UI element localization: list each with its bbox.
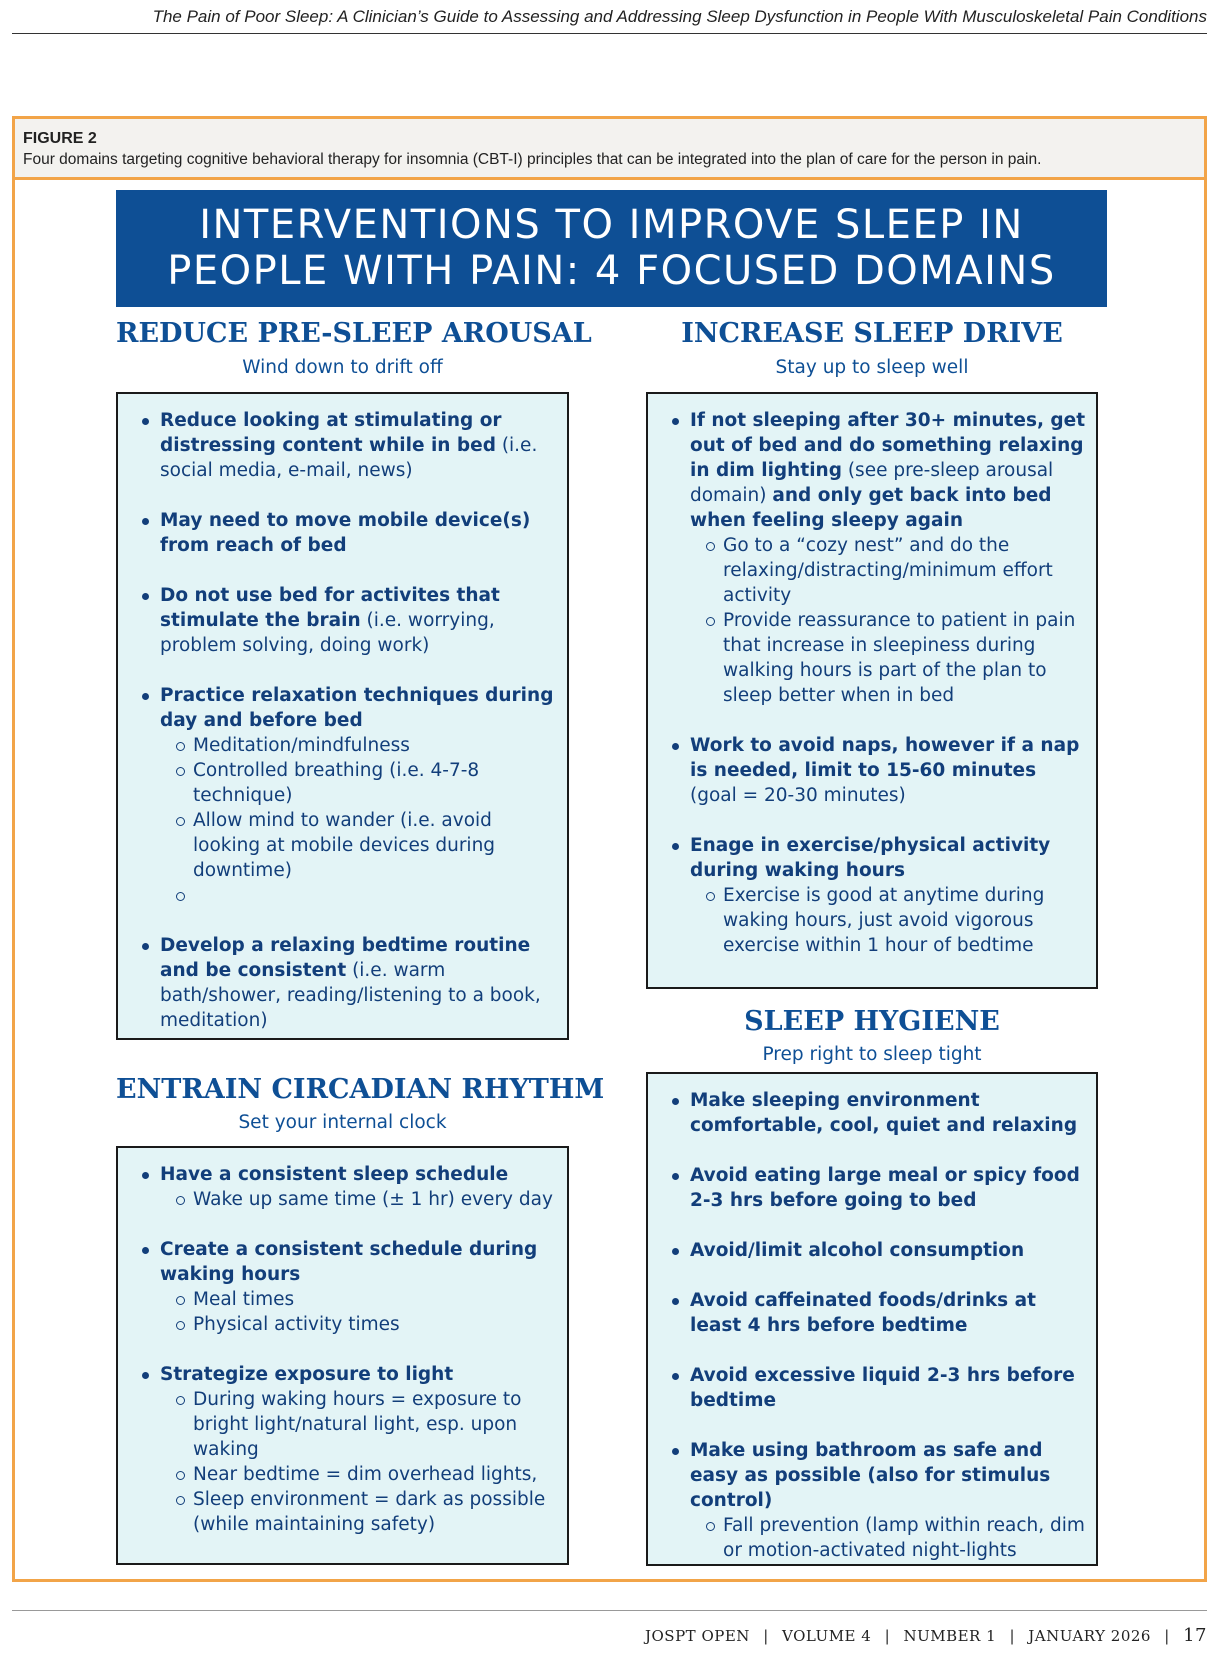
figure-caption <box>15 119 1204 180</box>
domain-title-drive: INCREASE SLEEP DRIVE <box>681 318 1063 349</box>
sub-list-item: Controlled breathing (i.e. 4-7-8 technique) <box>160 758 559 808</box>
footer-separator: | <box>763 1627 769 1645</box>
sub-list-item: Provide reassurance to patient in pain that increase in sleepiness during walking hours is part of the plan to sleep better when in bed <box>690 608 1088 708</box>
sub-list <box>690 533 1088 708</box>
list-item <box>670 1238 1088 1263</box>
sub-list-item: Physical activity times <box>160 1312 559 1337</box>
item-emphasis-text: Avoid excessive liquid 2-3 hrs before bedtime <box>690 1365 1075 1411</box>
footer-separator: | <box>1009 1627 1016 1645</box>
sub-list-item: Allow mind to wander (i.e. avoid looking at mobile devices during downtime) <box>160 808 559 883</box>
sub-list-item: Go to a “cozy nest” and do the relaxing/distracting/minimum effort activity <box>690 533 1088 608</box>
list-item <box>670 1288 1088 1338</box>
sub-list <box>160 733 559 908</box>
page-number: 17 <box>1183 1625 1207 1646</box>
item-detail-text: (i.e. social media, e-mail, news) <box>160 435 538 481</box>
item-detail-text: (goal = 20-30 minutes) <box>690 785 906 806</box>
list-item <box>140 508 559 558</box>
item-emphasis-text: Create a consistent schedule during waking hours <box>160 1239 538 1285</box>
domain-subtitle-drive: Stay up to sleep well <box>775 357 969 378</box>
footer-journal: JOSPT OPEN <box>645 1627 750 1645</box>
item-detail-text: (i.e. worrying, problem solving, doing work) <box>160 610 495 656</box>
list-item <box>140 1237 559 1337</box>
item-emphasis-text: Do not use bed for activites that stimulate the brain <box>160 585 500 631</box>
list-item <box>140 1162 559 1212</box>
item-emphasis-text: Make sleeping environment comfortable, cool, quiet and relaxing <box>690 1090 1078 1136</box>
banner-line-1: INTERVENTIONS TO IMPROVE SLEEP IN <box>199 202 1024 248</box>
list-item <box>670 1163 1088 1213</box>
list-item <box>670 833 1088 958</box>
item-detail-text: (see pre-sleep arousal domain) <box>690 460 1054 506</box>
sub-list-item: During waking hours = exposure to bright light/natural light, esp. upon waking <box>160 1387 559 1462</box>
sub-list <box>160 1187 559 1212</box>
footer-volume: VOLUME 4 <box>782 1627 872 1645</box>
footer-date: JANUARY 2026 <box>1028 1627 1151 1645</box>
list-drive <box>670 408 1088 958</box>
domain-title-circadian: ENTRAIN CIRCADIAN RHYTHM <box>116 1074 605 1105</box>
item-emphasis-text: If not sleeping after 30+ minutes, get out of bed and do something relaxing in dim lighting <box>690 410 1086 481</box>
page-footer <box>12 1610 1207 1650</box>
item-emphasis-text: Strategize exposure to light <box>160 1364 454 1385</box>
sub-list <box>160 1287 559 1337</box>
item-emphasis-text: Avoid eating large meal or spicy food 2-3 hrs before going to bed <box>690 1165 1080 1211</box>
list-hygiene <box>670 1088 1088 1563</box>
item-detail-text: (i.e. warm bath/shower, reading/listening to a book, meditation) <box>160 960 541 1031</box>
figure-label: FIGURE 2 <box>23 130 97 147</box>
item-emphasis-text: Have a consistent sleep schedule <box>160 1164 509 1185</box>
running-header: The Pain of Poor Sleep: A Clinician’s Guide to Assessing and Addressing Sleep Dysfunction in People With Musculoskeletal Pain Conditions <box>12 4 1207 34</box>
sub-list <box>690 883 1088 958</box>
list-item <box>670 408 1088 708</box>
item-emphasis-text: Avoid caffeinated foods/drinks at least 4 hrs before bedtime <box>690 1290 1036 1336</box>
item-emphasis-text: Avoid/limit alcohol consumption <box>690 1240 1025 1261</box>
sub-list <box>690 1513 1088 1563</box>
list-arousal <box>140 408 559 1033</box>
item-emphasis-text: Make using bathroom as safe and easy as possible (also for stimulus control) <box>690 1440 1051 1511</box>
figure-caption-text: Four domains targeting cognitive behavioral therapy for insomnia (CBT-I) principles that can be integrated into the plan of care for the person in pain. <box>23 151 1042 168</box>
list-item <box>140 683 559 908</box>
domain-subtitle-arousal: Wind down to drift off <box>242 357 443 378</box>
footer-separator: | <box>884 1627 891 1645</box>
domain-box-circadian <box>116 1146 569 1565</box>
sub-list-item: Wake up same time (± 1 hr) every day <box>160 1187 559 1212</box>
list-item <box>140 1362 559 1537</box>
list-item <box>670 1438 1088 1563</box>
footer-number: NUMBER 1 <box>903 1627 997 1645</box>
domain-subtitle-circadian: Set your internal clock <box>238 1112 447 1133</box>
item-emphasis-text: Develop a relaxing bedtime routine and be consistent <box>160 935 531 981</box>
item-emphasis-text: Practice relaxation techniques during day and before bed <box>160 685 554 731</box>
domain-title-arousal: REDUCE PRE-SLEEP AROUSAL <box>116 318 592 349</box>
figure-banner-title <box>116 190 1107 307</box>
domain-subtitle-hygiene: Prep right to sleep tight <box>762 1044 982 1065</box>
sub-list-item: Fall prevention (lamp within reach, dim or motion-activated night-lights <box>690 1513 1088 1563</box>
sub-list-item: Near bedtime = dim overhead lights, <box>160 1462 559 1487</box>
list-item <box>140 933 559 1033</box>
banner-line-2: PEOPLE WITH PAIN: 4 FOCUSED DOMAINS <box>167 248 1056 294</box>
list-item <box>670 1363 1088 1413</box>
sub-list-item: Meditation/mindfulness <box>160 733 559 758</box>
item-emphasis-text: Enage in exercise/physical activity during waking hours <box>690 835 1051 881</box>
list-item <box>670 733 1088 808</box>
item-emphasis-text: Work to avoid naps, however if a nap is needed, limit to 15-60 minutes <box>690 735 1080 781</box>
list-item <box>670 1088 1088 1138</box>
domain-title-hygiene: SLEEP HYGIENE <box>744 1006 1000 1037</box>
list-circadian <box>140 1162 559 1537</box>
list-item <box>140 583 559 658</box>
domain-box-drive <box>646 392 1098 989</box>
sub-list <box>160 1387 559 1537</box>
domain-box-hygiene <box>646 1072 1098 1566</box>
item-emphasis-text: May need to move mobile device(s) from reach of bed <box>160 510 531 556</box>
item-emphasis-text: and only get back into bed when feeling sleepy again <box>690 485 1052 531</box>
sub-list-item: Exercise is good at anytime during waking hours, just avoid vigorous exercise within 1 hour of bedtime <box>690 883 1088 958</box>
domain-box-arousal <box>116 392 569 1040</box>
list-item <box>140 408 559 483</box>
sub-list-item <box>160 883 559 908</box>
footer-separator: | <box>1164 1627 1170 1645</box>
item-emphasis-text: Reduce looking at stimulating or distressing content while in bed <box>160 410 502 456</box>
sub-list-item: Meal times <box>160 1287 559 1312</box>
sub-list-item: Sleep environment = dark as possible (while maintaining safety) <box>160 1487 559 1537</box>
